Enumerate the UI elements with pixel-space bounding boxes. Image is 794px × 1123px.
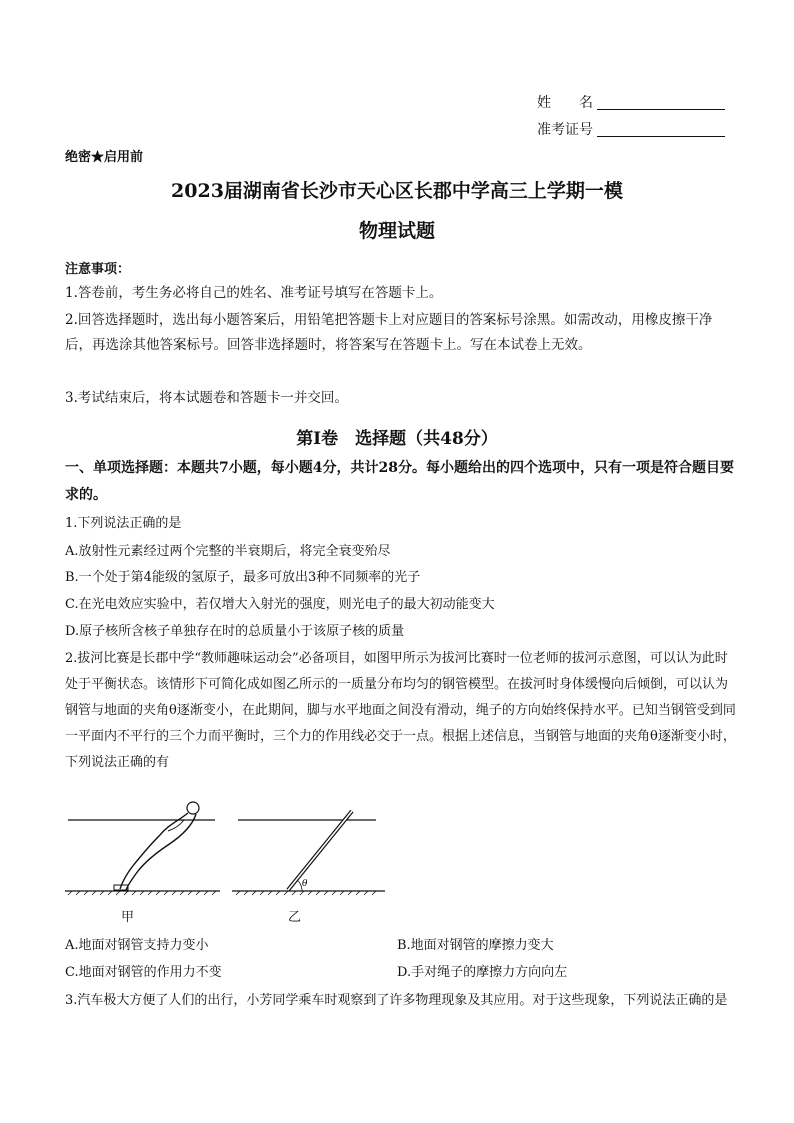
question-3-stem: 3.汽车极大方便了人们的出行，小芳同学乘车时观察到了许多物理现象及其应用。对于这些现象，下列说法正确的是 bbox=[65, 993, 728, 1008]
exam-subject: 物理试题 bbox=[358, 220, 435, 242]
question-2-option-a: A.地面对钢管支持力变小 bbox=[65, 938, 209, 953]
question-2-stem: 2.拔河比赛是长郡中学“教师趣味运动会”必备项目，如图甲所示为拔河比赛时一位老师的拔河示意图，可以认为此时处于平衡状态。该情形下可简化成如图乙所示的一质量分布均匀的钢管模型。在拔河时身体缓慢向后倾倒，可以认为钢管与地面的夹角θ逐渐变小，在此期间，脚与水平地面之间没有滑动，绳子的方向始终保持水平。已知当钢管受到同一平面内不平行的三个力而平衡时，三个力的作用线必交于一点。根据上述信息，当钢管与地面的夹角θ逐渐变小时，下列说法正确的有 bbox=[65, 651, 736, 770]
name-label: 姓 名 bbox=[537, 95, 593, 111]
exam-number-label: 准考证号 bbox=[537, 122, 593, 138]
figure-b-pipe-model bbox=[232, 811, 385, 895]
question-1-option-c: C.在光电效应实验中，若仅增大入射光的强度，则光电子的最大初动能变大 bbox=[65, 597, 495, 612]
figure-a-tug-of-war bbox=[65, 802, 220, 895]
secret-mark: 绝密★启用前 bbox=[65, 150, 144, 165]
name-blank bbox=[597, 95, 725, 110]
question-1-option-b: B.一个处于第4能级的氢原子，最多可放出3种不同频率的光子 bbox=[65, 570, 421, 585]
section-title: 第Ⅰ卷 选择题（共48分） bbox=[296, 429, 498, 449]
question-2-figure bbox=[60, 795, 390, 925]
notice-heading: 注意事项： bbox=[65, 262, 131, 277]
figure-a-label: 甲 bbox=[121, 910, 135, 925]
figure-b-label: 乙 bbox=[288, 910, 302, 925]
name-field bbox=[537, 92, 725, 112]
question-2-option-d: D.手对绳子的摩擦力方向向左 bbox=[397, 965, 568, 980]
question-1-option-a: A.放射性元素经过两个完整的半衰期后，将完全衰变殆尽 bbox=[65, 544, 391, 559]
question-1-stem: 1.下列说法正确的是 bbox=[65, 516, 182, 531]
figure-a-body-back bbox=[126, 814, 196, 890]
question-2-option-b: B.地面对钢管的摩擦力变大 bbox=[397, 938, 554, 953]
figure-b-steel-pipe-highlight bbox=[288, 811, 352, 890]
exam-number-blank bbox=[597, 122, 725, 137]
section-instruction: 一、单项选择题：本题共7小题，每小题4分，共计28分。每小题给出的四个选项中，只有一项是符合题目要求的。 bbox=[65, 460, 734, 503]
figure-b-theta-label: θ bbox=[302, 879, 308, 889]
question-2-option-c: C.地面对钢管的作用力不变 bbox=[65, 965, 222, 980]
figure-a-head bbox=[187, 802, 199, 814]
exam-number-field bbox=[537, 119, 725, 139]
notice-item-3: 3.考试结束后，将本试题卷和答题卡一并交回。 bbox=[65, 390, 348, 406]
figure-a-body-front bbox=[120, 813, 188, 889]
notice-item-1: 1.答卷前，考生务必将自己的姓名、准考证号填写在答题卡上。 bbox=[65, 285, 443, 301]
question-1-option-d: D.原子核所含核子单独存在时的总质量小于该原子核的质量 bbox=[65, 624, 405, 639]
notice-item-2: 2.回答选择题时，选出每小题答案后，用铅笔把答题卡上对应题目的答案标号涂黑。如需改动，用橡皮擦干净后，再选涂其他答案标号。回答非选择题时，将答案写在答题卡上。写在本试卷上无效。 bbox=[65, 312, 713, 353]
exam-title: 2023届湖南省长沙市天心区长郡中学高三上学期一模 bbox=[171, 180, 623, 202]
